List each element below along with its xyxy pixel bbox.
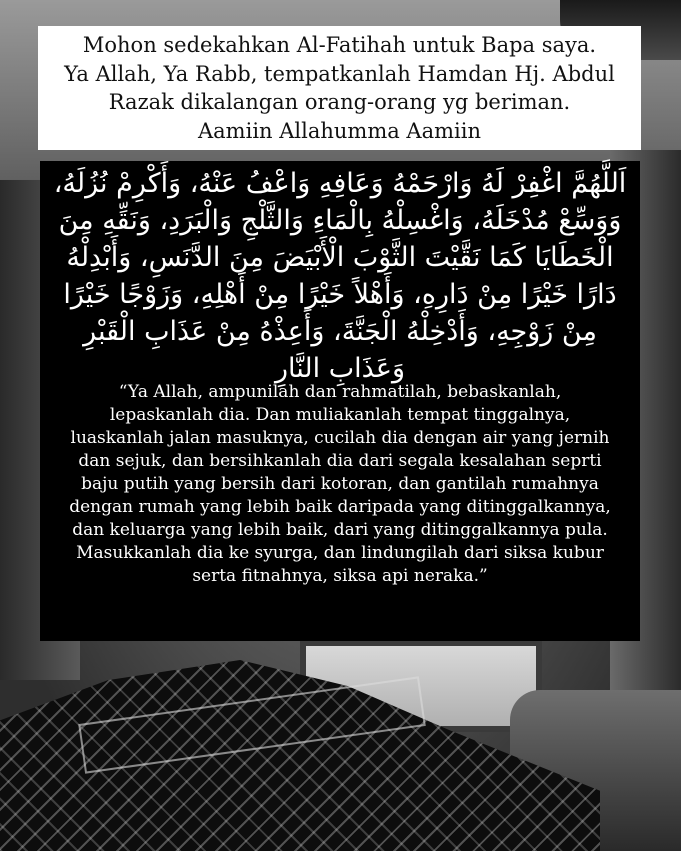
translation-line: luaskanlah jalan masuknya, cucilah dia dengan air yang jernih bbox=[70, 428, 610, 448]
arabic-line: اَللَّهُمَّ اغْفِرْ لَهُ وَارْحَمْهُ وَعَافِهِ وَاعْفُ عَنْهُ، وَأَكْرِمْ نُزُلَهُ، bbox=[53, 168, 627, 199]
arabic-line: وَوَسِّعْ مُدْخَلَهُ، وَاغْسِلْهُ بِالْمَاءِ وَالثَّلْجِ وَالْبَرَدِ، وَنَقِّهِ مِنَ bbox=[58, 205, 622, 236]
caption-line: Ya Allah, Ya Rabb, tempatkanlah Hamdan Hj. Abdul bbox=[64, 61, 615, 86]
prayer-translation bbox=[40, 381, 640, 588]
arabic-line: الْخَطَايَا كَمَا نَقَّيْتَ الثَّوْبَ الْأَبْيَضَ مِنَ الدَّنَسِ، وَأَبْدِلْهُ bbox=[66, 242, 614, 273]
arabic-prayer bbox=[40, 165, 640, 387]
caption-line: Razak dikalangan orang-orang yg beriman. bbox=[108, 90, 571, 114]
arabic-line: مِنْ زَوْجِهِ، وَأَدْخِلْهُ الْجَنَّةَ، وَأَعِذْهُ مِنْ عَذَابِ الْقَبْرِ bbox=[83, 316, 597, 347]
caption-line: Mohon sedekahkan Al-Fatihah untuk Bapa saya. bbox=[82, 33, 597, 57]
translation-line: “Ya Allah, ampunilah dan rahmatilah, bebaskanlah, bbox=[118, 382, 562, 402]
translation-line: lepaskanlah dia. Dan muliakanlah tempat tinggalnya, bbox=[109, 405, 571, 425]
caption-line: Aamiin Allahumma Aamiin bbox=[198, 118, 481, 143]
translation-line: serta fitnahnya, siksa api neraka.” bbox=[192, 566, 488, 586]
prayer-panel bbox=[40, 161, 640, 641]
arabic-line: وَعَذَابِ النَّارِ bbox=[275, 353, 405, 384]
translation-line: dan sejuk, dan bersihkanlah dia dari segala kesalahan seprti bbox=[78, 451, 602, 471]
translation-line: dan keluarga yang lebih baik, dari yang ditinggalkannya pula. bbox=[72, 520, 608, 540]
arabic-line: دَارًا خَيْرًا مِنْ دَارِهِ، وَأَهْلاً خَيْرًا مِنْ أَهْلِهِ، وَزَوْجًا خَيْرًا bbox=[63, 279, 617, 310]
translation-line: baju putih yang bersih dari kotoran, dan gantilah rumahnya bbox=[81, 474, 599, 494]
translation-line: Masukkanlah dia ke syurga, dan lindungilah dari siksa kubur bbox=[76, 543, 604, 563]
translation-line: dengan rumah yang lebih baik daripada yang ditinggalkannya, bbox=[69, 497, 611, 517]
caption-card bbox=[38, 26, 641, 150]
